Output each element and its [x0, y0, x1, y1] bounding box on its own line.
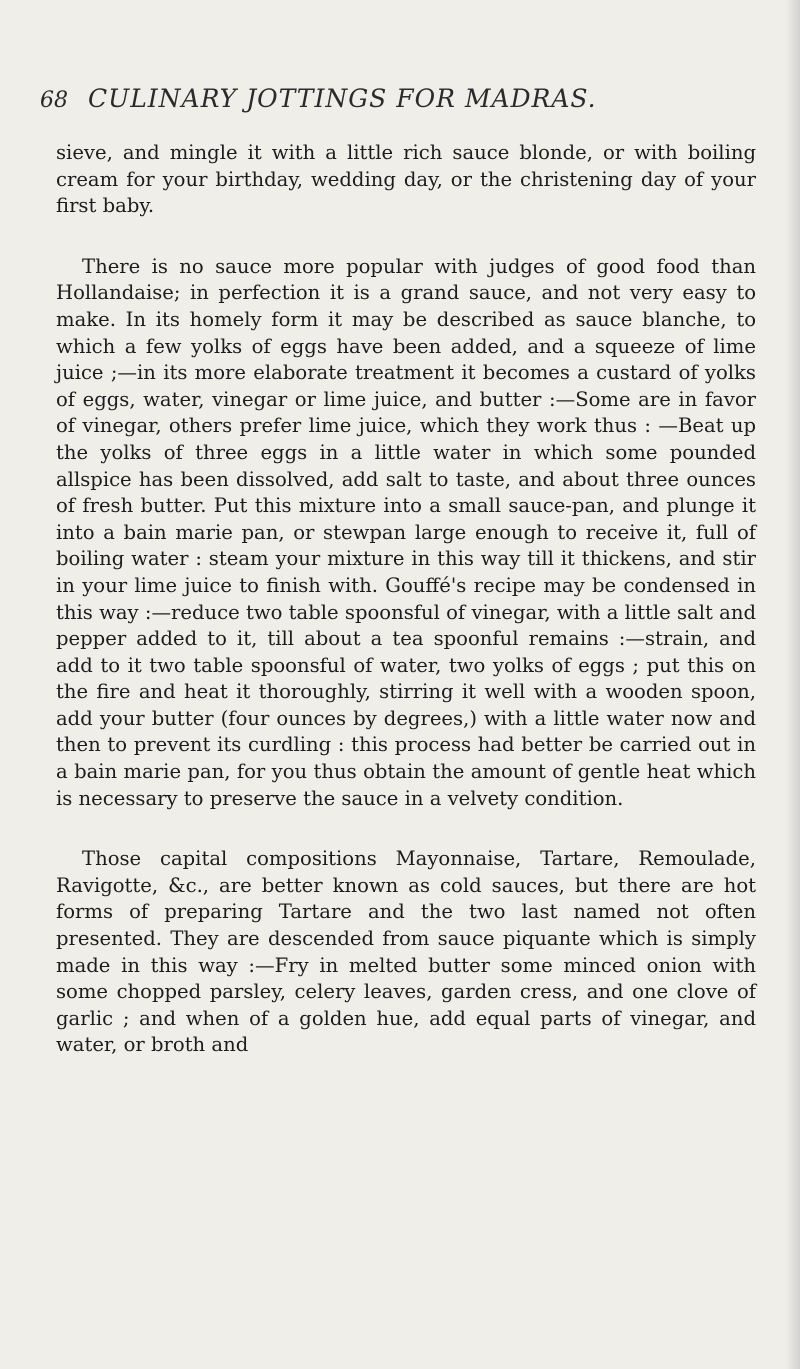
- paragraph-continuation: sieve, and mingle it with a little rich sauce blonde, or with boiling cream for your birthday, wedding day, or the christening day of your first baby.: [56, 141, 756, 218]
- body-text: [56, 140, 756, 1059]
- page-header: [40, 84, 760, 124]
- paragraph-hollandaise: There is no sauce more popular with judges of good food than Hollandaise; in perfection it is a grand sauce, and not very easy to make. In its homely form it may be described as sauce blanche, to which a few yolks of eggs have been added, and a squeeze of lime juice ;—in its more elaborate treatment it becomes a custard of yolks of eggs, water, vinegar or lime juice, and butter :—Some are in favor of vinegar, others prefer lime juice, which they work thus : —Beat up the yolks of three eggs in a little water in which some pounded allspice has been dissolved, add salt to taste, and about three ounces of fresh butter. Put this mixture into a small sauce-pan, and plunge it into a bain marie pan, or stewpan large enough to receive it, full of boiling water : steam your mixture in this way till it thickens, and stir in your lime juice to finish with. Gouffé's recipe may be condensed in this way :—reduce two table spoonsful of vinegar, with a little salt and pepper added to it, till about a tea spoonful remains :—strain, and add to it two table spoonsful of water, two yolks of eggs ; put this on the fire and heat it thoroughly, stirring it well with a wooden spoon, add your butter (four ounces by degrees,) with a little water now and then to prevent its curdling : this process had better be carried out in a bain marie pan, for you thus obtain the amount of gentle heat which is necessary to preserve the sauce in a velvety condition.: [56, 254, 756, 810]
- page-number: 68: [40, 88, 68, 113]
- running-title: CULINARY JOTTINGS FOR MADRAS.: [88, 84, 597, 113]
- page-edge-shadow: [786, 0, 800, 1369]
- paragraph-sauce-piquante: Those capital compositions Mayonnaise, Tartare, Remoulade, Ravigotte, &c., are better known as cold sauces, but there are hot forms of preparing Tartare and the two last named not often presented. They are descended from sauce piquante which is simply made in this way :—Fry in melted butter some minced onion with some chopped parsley, celery leaves, garden cress, and one clove of garlic ; and when of a golden hue, add equal parts of vinegar, and water, or broth and: [56, 847, 756, 1057]
